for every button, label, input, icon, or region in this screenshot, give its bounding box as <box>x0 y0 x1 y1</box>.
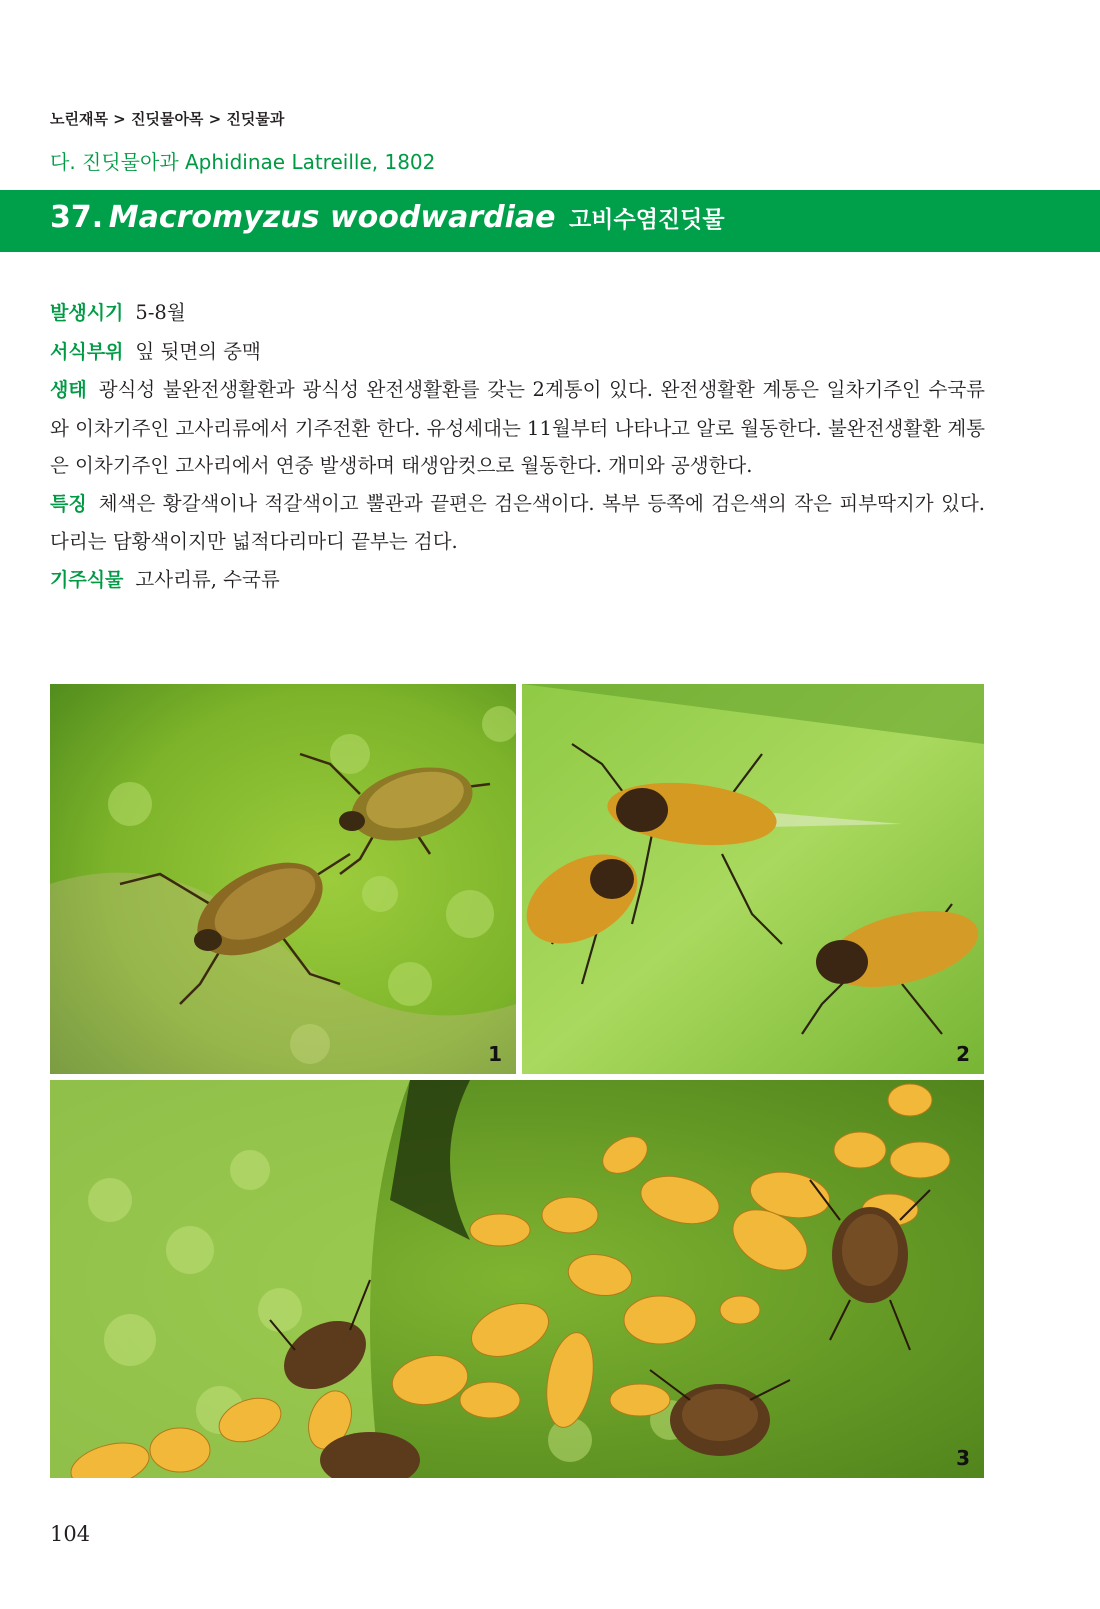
section-label: 특징 <box>50 492 87 515</box>
section-text: 고사리류, 수국류 <box>135 567 280 591</box>
page-number: 104 <box>50 1522 91 1546</box>
photo-number: 2 <box>956 1042 970 1066</box>
section-label: 서식부위 <box>50 340 124 363</box>
section-text: 체색은 황갈색이나 적갈색이고 뿔관과 끝편은 검은색이다. 복부 등쪽에 검은색의 작은 피부딱지가 있다. 다리는 담황색이지만 넓적다리마디 끝부는 검다. <box>50 491 985 553</box>
subfamily-heading: 다. 진딧물아과 Aphidinae Latreille, 1802 <box>50 150 436 174</box>
photo-2-image <box>522 684 984 1074</box>
section-text: 잎 뒷면의 중맥 <box>135 339 261 363</box>
section-ecology <box>50 371 985 485</box>
section-label: 기주식물 <box>50 568 124 591</box>
species-korean-name: 고비수염진딧물 <box>569 207 725 233</box>
species-scientific-name: Macromyzus woodwardiae <box>108 200 556 235</box>
section-habitat <box>50 333 985 372</box>
section-text: 5-8월 <box>135 301 186 324</box>
photo-number: 3 <box>956 1446 970 1470</box>
photo-1 <box>50 684 516 1074</box>
photo-number: 1 <box>488 1042 502 1066</box>
section-features <box>50 485 985 561</box>
section-text: 광식성 불완전생활환과 광식성 완전생활환를 갖는 2계통이 있다. 완전생활환 계통은 일차기주인 수국류와 이차기주인 고사리류에서 기주전환 한다. 유성세대는 11월부터 나타나고 알로 월동한다. 불완전생활환 계통은 이차기주인 고사리에서 연중 발생하며 태생암컷으로 월동한다. 개미와 공생한다. <box>50 378 985 477</box>
species-description <box>50 294 985 599</box>
photo-1-image <box>50 684 516 1074</box>
photo-2 <box>522 684 984 1074</box>
photo-3-image <box>50 1080 984 1478</box>
species-title-banner <box>0 190 1100 252</box>
section-label: 생태 <box>50 379 87 401</box>
photo-3 <box>50 1080 984 1478</box>
species-title <box>50 200 725 235</box>
section-host-plants <box>50 561 985 600</box>
section-occurrence <box>50 294 985 333</box>
section-label: 발생시기 <box>50 302 124 324</box>
breadcrumb: 노린재목 > 진딧물아목 > 진딧물과 <box>50 110 285 128</box>
species-number: 37. <box>50 200 104 235</box>
